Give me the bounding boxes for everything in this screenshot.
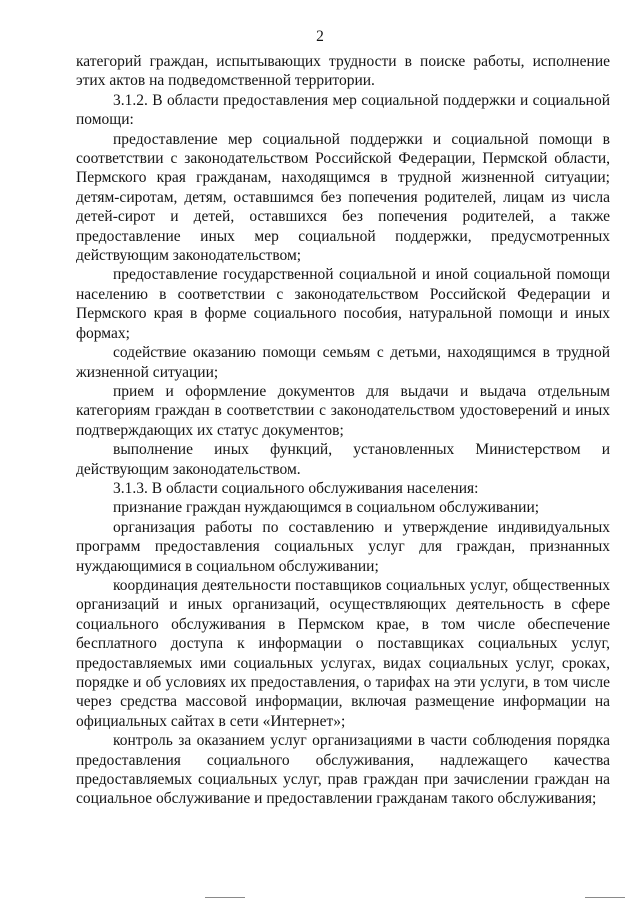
scan-artifact [205,897,245,898]
paragraph: контроль за оказанием услуг организациями в части соблюдения порядка предоставления социального обслуживания, надлежащего качества предоставляемых социальных услуг, прав граждан при зачислении граждан на социальное обслуживание и предоставлении гражданам такого обслуживания; [76,732,610,808]
paragraph: предоставление мер социальной поддержки и социальной помощи в соответствии с законодательством Российской Федерации, Пермской области, Пермского края гражданам, находящимся в трудной жизненной ситуации; детям-сиротам, детям, оставшимся без попечения родителей, лицам из числа детей-сирот и детей, оставшихся без попечения родителей, а также предоставление иных мер социальной поддержки, предусмотренных действующим законодательством; [76,130,610,265]
paragraph: организация работы по составлению и утверждение индивидуальных программ предоставления социальных услуг для граждан, признанных нуждающимися в социальном обслуживании; [76,518,610,575]
paragraph: предоставление государственной социальной и иной социальной помощи населению в соответствии с законодательством Российской Федерации и Пермского края в форме социального пособия, натуральной помощи и иных формах; [76,266,610,342]
document-body [76,52,610,809]
paragraph: содействие оказанию помощи семьям с детьми, находящимся в трудной жизненной ситуации; [76,344,610,381]
page-number: 2 [316,28,324,45]
paragraph: прием и оформление документов для выдачи и выдача отдельным категориям граждан в соответствии с законодательством удостоверений и иных подтверждающих их статус документов; [76,382,610,439]
section-heading-3-1-3: 3.1.3. В области социального обслуживания населения: [113,479,479,497]
paragraph: выполнение иных функций, установленных Министерством и действующим законодательством. [76,441,610,478]
section-heading-3-1-2: 3.1.2. В области предоставления мер социальной поддержки и социальной помощи: [76,91,610,129]
scan-artifact [585,897,625,898]
paragraph: координация деятельности поставщиков социальных услуг, общественных организаций и иных организаций, осуществляющих деятельность в сфере социального обслуживания в Пермском крае, в том числе обеспечение бесплатного доступа к информации о поставщиках социальных услуг, предоставляемых ими социальных услугах, видах социальных услуг, сроках, порядке и об условиях их предоставления, о тарифах на эти услуги, в том числе через средства массовой информации, включая размещение информации на официальных сайтах в сети «Интернет»; [76,576,610,730]
paragraph: признание граждан нуждающимся в социальном обслуживании; [113,499,540,517]
paragraph-continuation: категорий граждан, испытывающих трудности в поиске работы, исполнение этих актов на подведомственной территории. [76,53,610,90]
